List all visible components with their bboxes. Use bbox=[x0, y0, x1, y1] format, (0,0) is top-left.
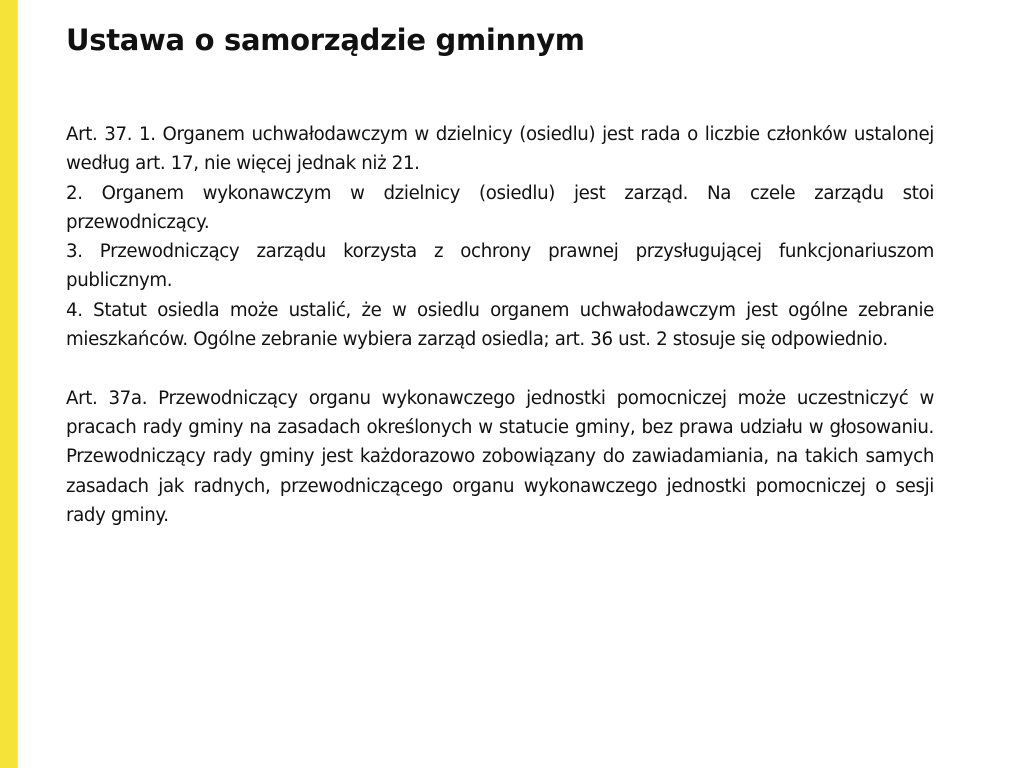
art-37a-paragraph: Art. 37a. Przewodniczący organu wykonawczego jednostki pomocniczej może uczestniczyć w pracach rady gminy na zasadach określonych w statucie gminy, bez prawa udziału w głosowaniu. Przewodniczący rady gminy jest każdorazowo zobowiązany do zawiadamiania, na takich samych zasadach jak radnych, przewodniczącego organu wykonawczego jednostki pomocniczej o sesji rady gminy. bbox=[66, 387, 934, 526]
slide-body bbox=[66, 120, 934, 530]
art-37-paragraph-4: 4. Statut osiedla może ustalić, że w osiedlu organem uchwałodawczym jest ogólne zebranie mieszkańców. Ogólne zebranie wybiera zarząd osiedla; art. 36 ust. 2 stosuje się odpowiednio. bbox=[66, 299, 934, 351]
paragraph-spacer bbox=[66, 354, 934, 383]
slide-title: Ustawa o samorządzie gminnym bbox=[66, 23, 585, 57]
art-37-paragraph-2: 2. Organem wykonawczym w dzielnicy (osiedlu) jest zarząd. Na czele zarządu stoi przewodniczący. bbox=[66, 182, 934, 233]
art-37-paragraph-3: 3. Przewodniczący zarządu korzysta z ochrony prawnej przysługującej funkcjonariuszom publicznym. bbox=[66, 241, 934, 292]
accent-bar bbox=[0, 0, 18, 768]
art-37-paragraph-1: Art. 37. 1. Organem uchwałodawczym w dzielnicy (osiedlu) jest rada o liczbie członków ustalonej według art. 17, nie więcej jednak niż 21. bbox=[66, 124, 934, 175]
